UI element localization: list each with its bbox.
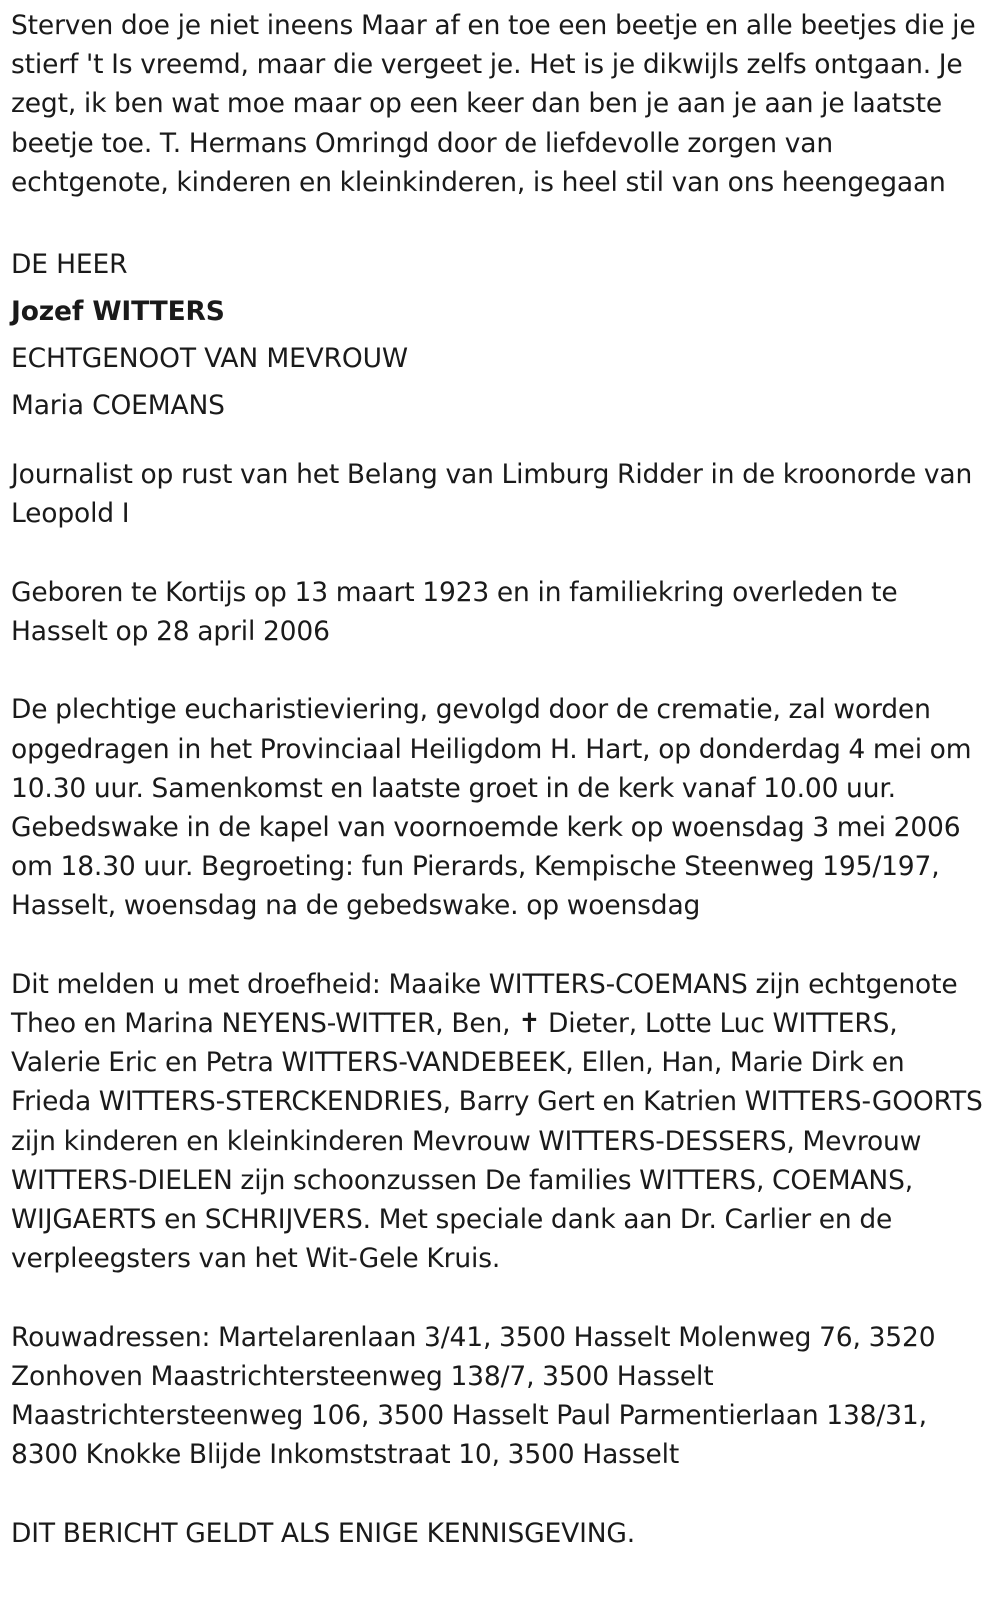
spacer <box>11 202 990 241</box>
addresses-text: Rouwadressen: Martelarenlaan 3/41, 3500 Hasselt Molenweg 76, 3520 Zonhoven Maastrichtersteenweg 138/7, 3500 Hasselt Maastrichtersteenweg 106, 3500 Hasselt Paul Parmentierlaan 138/31, 8300 Knokke Blijde Inkomststraat 10, 3500 Hasselt <box>11 1321 936 1471</box>
family-text-part-2: Dieter, Lotte Luc WITTERS, Valerie Eric en Petra WITTERS-VANDEBEEK, Ellen, Han, Marie Dirk en Frieda WITTERS-STERCKENDRIES, Barry Gert en Katrien WITTERS-GOORTS zijn kinderen en kleinkinderen Mevrouw WITTERS-DESSERS, Mevrouw WITTERS-DIELEN zijn schoonzussen De families WITTERS, COEMANS, WIJGAERTS en SCHRIJVERS. Met speciale dank aan Dr. Carlier en de verpleegsters van het Wit-Gele Kruis. <box>11 1008 983 1275</box>
spacer <box>11 926 990 965</box>
spacer <box>11 534 990 573</box>
family-text-part-1: Dit melden u met droefheid: Maaike WITTERS-COEMANS zijn echtgenote Theo en Marina NEYENS-WITTER, Ben, <box>11 968 958 1039</box>
spouse-name: Maria COEMANS <box>11 390 225 422</box>
ceremony-text: De plechtige eucharistieviering, gevolgd door de crematie, zal worden opgedragen in het Provinciaal Heiligdom H. Hart, op donderdag 4 mei om 10.30 uur. Samenkomst en laatste groet in de kerk vanaf 10.00 uur. Gebedswake in de kapel van voornoemde kerk op woensdag 3 mei 2006 om 18.30 uur. Begroeting: fun Pierards, Kempische Steenweg 195/197, Hasselt, woensdag na de gebedswake. op woensdag <box>11 694 972 922</box>
intro-text: Sterven doe je niet ineens Maar af en toe een beetje en alle beetjes die je stierf 't Is vreemd, maar die vergeet je. Het is je dikwijls zelfs ontgaan. Je zegt, ik ben wat moe maar op een keer dan ben je aan je aan je laatste beetje toe. T. Hermans Omringd door de liefdevolle zorgen van echtgenote, kinderen en kleinkinderen, is heel stil van ons heengegaan <box>11 10 976 198</box>
spouse-label: ECHTGENOOT VAN MEVROUW <box>11 343 408 375</box>
family-text <box>11 965 990 1279</box>
title-line: DE HEER <box>11 249 128 281</box>
closing-text: DIT BERICHT GELDT ALS ENIGE KENNISGEVING. <box>11 1517 636 1549</box>
spacer <box>11 651 990 690</box>
spacer <box>11 1278 990 1317</box>
spacer <box>11 1474 990 1513</box>
profession-text: Journalist op rust van het Belang van Limburg Ridder in de kroonorde van Leopold I <box>11 459 973 530</box>
cross-icon: ✝ <box>518 1008 541 1039</box>
deceased-name: Jozef WITTERS <box>11 296 225 328</box>
birth-death-text: Geboren te Kortijs op 13 maart 1923 en in familiekring overleden te Hasselt op 28 april 2006 <box>11 576 898 647</box>
spacer <box>11 429 990 455</box>
